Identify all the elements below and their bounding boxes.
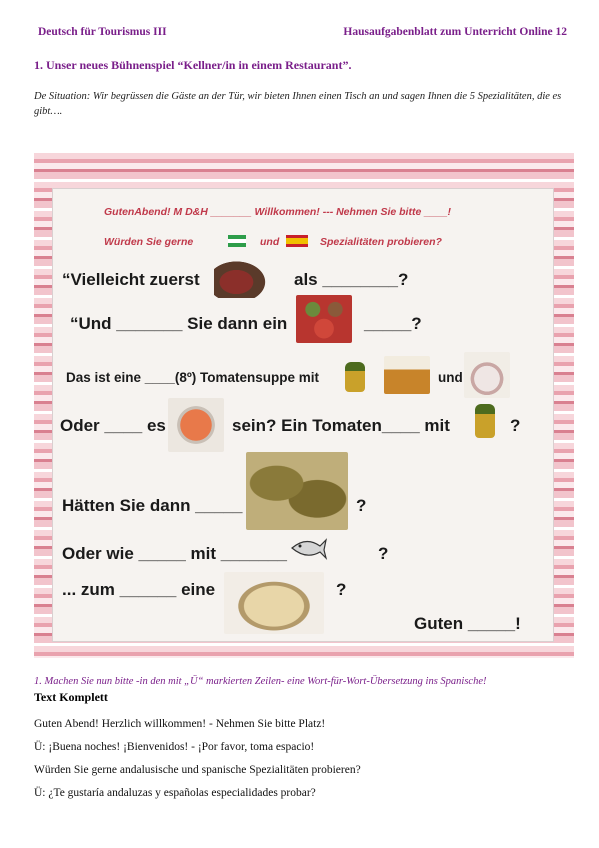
dialog-line-5a: Das ist eine ____(8º) Tomatensuppe mit: [66, 370, 320, 385]
olive-oil-icon: [345, 362, 365, 392]
dialog-line-8a: Oder wie _____ mit _______: [62, 544, 287, 563]
spanish-flag-icon: [286, 235, 308, 247]
dialog-line-9a: ... zum ______ eine: [62, 580, 216, 599]
dialog-line-2a: Würden Sie gerne: [104, 236, 194, 248]
fritters-image: [246, 452, 348, 530]
dialog-closing: Guten _____!: [414, 614, 521, 633]
andalusian-flag-icon: [228, 235, 246, 247]
text-line: Ü: ¡Buena noches! ¡Bienvenidos! - ¡Por favor, toma espacio!: [34, 741, 315, 753]
vinegar-image: [384, 356, 430, 394]
header-left: Deutsch für Tourismus III: [38, 26, 167, 38]
dialog-line-3a: “Vielleicht zuerst: [62, 270, 200, 289]
dialog-line-4b: _____?: [364, 314, 422, 333]
text-line: Guten Abend! Herzlich willkommen! - Nehmen Sie bitte Platz!: [34, 718, 326, 730]
garlic-image: [464, 352, 510, 398]
dialog-line-6a: Oder ____ es: [60, 416, 166, 435]
dialog-line-5b: und: [438, 370, 463, 385]
text-line: Ü: ¿Te gustaría andaluzas y españolas especialidades probar?: [34, 787, 316, 799]
situation-text: De Situation: Wir begrüssen die Gäste an der Tür, wir bieten Ihnen einen Tisch an und sagen Ihnen die 5 Spezialitäten, die es gibt….: [34, 91, 562, 117]
fish-dish-image: [224, 572, 324, 634]
dialog-line-7b: ?: [356, 496, 367, 515]
dialog-line-2c: Spezialitäten probieren?: [320, 236, 442, 248]
dialog-line-6c: ?: [510, 416, 521, 435]
dialog-line-2b: und: [260, 236, 280, 248]
dialog-line-9b: ?: [336, 580, 347, 599]
dialog-line-3b: als ________?: [294, 270, 409, 289]
salmorejo-image: [168, 398, 224, 452]
dialog-line-4a: “Und _______ Sie dann ein: [70, 314, 288, 333]
header-right: Hausaufgabenblatt zum Unterricht Online 12: [343, 26, 567, 38]
section-heading: 1. Unser neues Bühnenspiel “Kellner/in in einem Restaurant”.: [34, 58, 352, 72]
fish-icon: [288, 530, 328, 564]
ham-image: [214, 258, 270, 298]
tapas-image: [296, 295, 352, 343]
text-komplett-heading: Text Komplett: [34, 690, 108, 704]
dialog-line-7a: Hätten Sie dann _____: [62, 496, 243, 515]
task-instruction: 1. Machen Sie nun bitte -in den mit „Ü“ markierten Zeilen- eine Wort-für-Wort-Übersetzung ins Spanische!: [34, 676, 487, 687]
dialog-line-8b-text: ?: [378, 544, 389, 563]
text-line: Würden Sie gerne andalusische und spanische Spezialitäten probieren?: [34, 764, 361, 776]
dialog-line-6b: sein? Ein Tomaten____ mit: [232, 416, 450, 435]
dialog-line-1: GutenAbend! M D&H _______ Willkommen! --- Nehmen Sie bitte ____!: [104, 206, 452, 218]
olive-oil-icon: [475, 404, 495, 438]
